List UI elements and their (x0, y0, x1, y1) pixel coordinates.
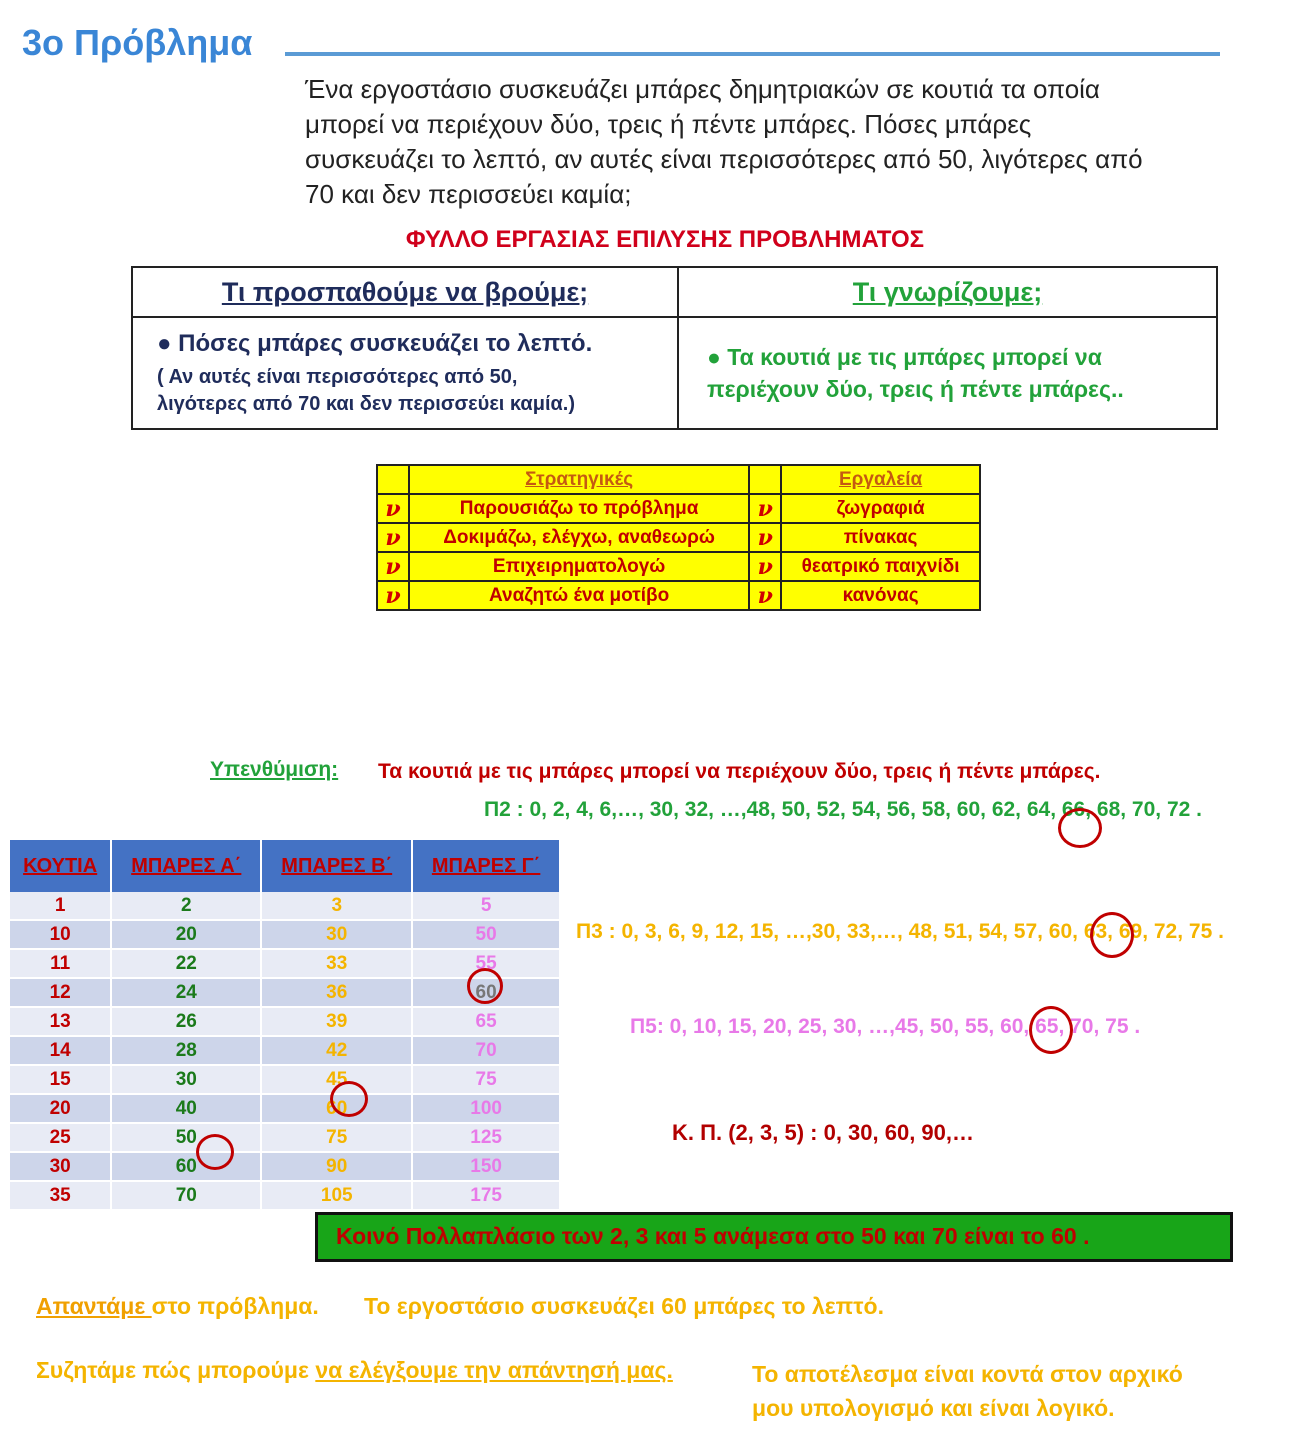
table-cell: 14 (10, 1036, 111, 1065)
find-sub1: ( Αν αυτές είναι περισσότερες από 50, (157, 366, 518, 388)
multiples-table (10, 840, 561, 1211)
table-cell: 105 (261, 1181, 412, 1210)
table-row (10, 1065, 560, 1094)
table-cell: 55 (412, 949, 560, 978)
table-cell: 125 (412, 1123, 560, 1152)
verdict-line-2: μου υπολογισμό και είναι λογικό. (752, 1395, 1115, 1421)
multiples-of-3: Π3 : 0, 3, 6, 9, 12, 15, …,30, 33,…, 48, 51, 54, 57, 60, 63, 69, 72, 75 . (576, 920, 1224, 943)
check-mark: ν (749, 552, 781, 581)
table-cell: 42 (261, 1036, 412, 1065)
know-line2: περιέχουν δύο, τρεις ή πέντε μπάρες.. (707, 376, 1124, 402)
column-header: ΚΟΥΤΙΑ (10, 840, 111, 892)
multiples-of-5: Π5: 0, 10, 15, 20, 25, 30, …,45, 50, 55, 60, 65, 70, 75 . (630, 1015, 1141, 1038)
tools-header: Εργαλεία (781, 465, 980, 494)
common-multiples: Κ. Π. (2, 3, 5) : 0, 30, 60, 90,… (672, 1120, 975, 1145)
problem-statement: Ένα εργοστάσιο συσκευάζει μπάρες δημητριακών σε κουτιά τα οποία μπορεί να περιέχουν δύο, τρεις ή πέντε μπάρες. Πόσες μπάρες συσκευάζει το λεπτό, αν αυτές είναι περισσότερες από 50, λιγότερες από 70 και δεν περισσεύει καμία; (305, 74, 1143, 209)
column-header: ΜΠΑΡΕΣ Γ΄ (412, 840, 560, 892)
tool-item: κανόνας (781, 581, 980, 610)
highlight-circle (1058, 808, 1102, 848)
highlight-circle (1029, 1006, 1073, 1054)
check-answer-text: να ελέγξουμε την απάντησή μας. (315, 1357, 673, 1383)
answer-intro (36, 1293, 319, 1320)
table-cell: 20 (111, 920, 261, 949)
discussion-intro: Συζητάμε πώς μπορούμε (36, 1357, 316, 1383)
reminder-label: Υπενθύμιση: (210, 758, 339, 781)
table-cell: 25 (10, 1123, 111, 1152)
strategies-header: Στρατηγικές (409, 465, 749, 494)
table-row (10, 1123, 560, 1152)
worksheet-title: ΦΥΛΛΟ ΕΡΓΑΣΙΑΣ ΕΠΙΛΥΣΗΣ ΠΡΟΒΛΗΜΑΤΟΣ (405, 226, 925, 253)
check-mark: ν (377, 581, 409, 610)
know-header: Τι γνωρίζουμε; (678, 267, 1217, 317)
table-cell: 175 (412, 1181, 560, 1210)
table-cell: 30 (10, 1152, 111, 1181)
table-cell: 100 (412, 1094, 560, 1123)
table-cell: 60 (412, 978, 560, 1007)
table-row (10, 1094, 560, 1123)
table-row (10, 1007, 560, 1036)
table-row (10, 1036, 560, 1065)
table-cell: 2 (111, 892, 261, 920)
table-row (10, 1181, 560, 1210)
table-cell: 22 (111, 949, 261, 978)
tool-item: θεατρικό παιχνίδι (781, 552, 980, 581)
table-cell: 11 (10, 949, 111, 978)
find-sub2: λιγότερες από 70 και δεν περισσεύει καμία.) (157, 393, 576, 415)
table-row (10, 920, 560, 949)
table-cell: 60 (111, 1152, 261, 1181)
table-cell: 45 (261, 1065, 412, 1094)
table-cell: 50 (412, 920, 560, 949)
discussion-text (36, 1357, 673, 1384)
table-cell: 24 (111, 978, 261, 1007)
answer-label: Απαντάμε (36, 1293, 152, 1319)
table-row (10, 892, 560, 920)
highlight-circle (330, 1081, 368, 1117)
strategy-item: Αναζητώ ένα μοτίβο (409, 581, 749, 610)
strategy-item: Δοκιμάζω, ελέγχω, αναθεωρώ (409, 523, 749, 552)
check-mark: ν (749, 523, 781, 552)
table-cell: 70 (111, 1181, 261, 1210)
table-cell: 30 (111, 1065, 261, 1094)
table-cell: 28 (111, 1036, 261, 1065)
table-cell: 39 (261, 1007, 412, 1036)
answer-to-problem: στο πρόβλημα. (151, 1293, 319, 1319)
table-cell: 10 (10, 920, 111, 949)
verdict-line-1: Το αποτέλεσμα είναι κοντά στον αρχικό (752, 1361, 1183, 1387)
highlight-circle (467, 968, 503, 1004)
multiples-of-2: Π2 : 0, 2, 4, 6,…, 30, 32, …,48, 50, 52, 54, 56, 58, 60, 62, 64, 66, 68, 70, 72 . (484, 798, 1202, 821)
table-cell: 75 (261, 1123, 412, 1152)
column-header: ΜΠΑΡΕΣ Β΄ (261, 840, 412, 892)
table-cell: 50 (111, 1123, 261, 1152)
check-mark: ν (749, 581, 781, 610)
check-mark: ν (377, 523, 409, 552)
column-header: ΜΠΑΡΕΣ Α΄ (111, 840, 261, 892)
table-cell: 33 (261, 949, 412, 978)
table-cell: 150 (412, 1152, 560, 1181)
table-cell: 20 (10, 1094, 111, 1123)
highlight-circle (196, 1134, 234, 1170)
table-cell: 26 (111, 1007, 261, 1036)
tool-item: πίνακας (781, 523, 980, 552)
table-cell: 1 (10, 892, 111, 920)
answer-result: Το εργοστάσιο συσκευάζει 60 μπάρες το λεπτό. (364, 1293, 884, 1319)
conclusion-text: Κοινό Πολλαπλάσιο των 2, 3 και 5 ανάμεσα στο 50 και 70 είναι το 60 . (336, 1223, 1090, 1249)
title-underline (285, 52, 1220, 56)
table-cell: 13 (10, 1007, 111, 1036)
table-row (10, 1152, 560, 1181)
table-cell: 15 (10, 1065, 111, 1094)
strategies-table (376, 464, 981, 611)
table-cell: 60 (261, 1094, 412, 1123)
know-line1: ● Τα κουτιά με τις μπάρες μπορεί να (707, 344, 1102, 370)
table-cell: 70 (412, 1036, 560, 1065)
table-cell: 30 (261, 920, 412, 949)
find-main: ● Πόσες μπάρες συσκευάζει το λεπτό. (157, 330, 593, 357)
strategy-item: Επιχειρηματολογώ (409, 552, 749, 581)
verdict-text (752, 1357, 1272, 1425)
strategy-item: Παρουσιάζω το πρόβλημα (409, 494, 749, 523)
tool-item: ζωγραφιά (781, 494, 980, 523)
question-table (131, 266, 1218, 430)
table-cell: 5 (412, 892, 560, 920)
page-title: 3ο Πρόβλημα (22, 22, 253, 63)
table-cell: 40 (111, 1094, 261, 1123)
find-header: Τι προσπαθούμε να βρούμε; (132, 267, 678, 317)
table-cell: 35 (10, 1181, 111, 1210)
table-cell: 75 (412, 1065, 560, 1094)
check-mark: ν (749, 494, 781, 523)
table-cell: 12 (10, 978, 111, 1007)
highlight-circle (1090, 912, 1134, 958)
table-cell: 90 (261, 1152, 412, 1181)
table-cell: 36 (261, 978, 412, 1007)
reminder-text: Τα κουτιά με τις μπάρες μπορεί να περιέχουν δύο, τρεις ή πέντε μπάρες. (378, 760, 1101, 783)
check-mark: ν (377, 552, 409, 581)
know-cell (678, 317, 1217, 429)
table-cell: 65 (412, 1007, 560, 1036)
table-cell: 3 (261, 892, 412, 920)
check-mark: ν (377, 494, 409, 523)
find-cell (132, 317, 678, 429)
